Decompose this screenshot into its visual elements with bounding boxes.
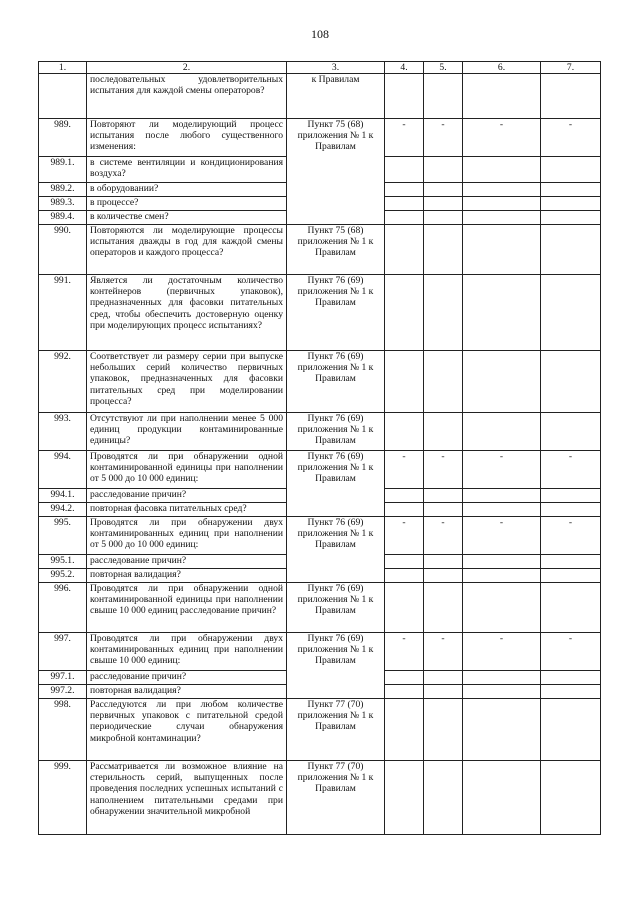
- page-number: 108: [311, 27, 329, 41]
- answer-cell: [541, 583, 601, 633]
- table-row: [39, 761, 601, 835]
- row-question: расследование причин?: [87, 555, 287, 569]
- answer-cell: [463, 671, 541, 685]
- answer-cell: [424, 583, 463, 633]
- checklist-table: [38, 61, 601, 835]
- row-question: Рассматривается ли возможное влияние на стерильность серий, выпущенных после проведения последних успешных испытаний с наполнением питательными средами при обнаружении значительной микробной: [87, 761, 287, 835]
- table-row: [39, 451, 601, 489]
- answer-cell: [463, 225, 541, 275]
- dash-mark: -: [385, 119, 424, 157]
- dash-mark: -: [424, 119, 463, 157]
- answer-cell: [385, 569, 424, 583]
- row-question: Проводятся ли при обнаружении двух контаминированных единиц при наполнении от 5 000 до 10 000 единиц:: [87, 517, 287, 555]
- answer-cell: [385, 685, 424, 699]
- row-number: 997.1.: [39, 671, 87, 685]
- row-question: Соответствует ли размеру серии при выпуске небольших серий количество первичных упаковок, предназначенных для фасовки питательных сред при моделировании процесса?: [87, 351, 287, 413]
- row-question: Проводятся ли при обнаружении одной контаминированной единицы при наполнении от 5 000 до 10 000 единиц:: [87, 451, 287, 489]
- answer-cell: [463, 489, 541, 503]
- answer-cell: [541, 211, 601, 225]
- dash-mark: -: [463, 451, 541, 489]
- answer-cell: [541, 761, 601, 835]
- answer-cell: [463, 211, 541, 225]
- answer-cell: [385, 583, 424, 633]
- header-row: [39, 62, 601, 74]
- table-row: [39, 275, 601, 351]
- answer-cell: [385, 671, 424, 685]
- answer-cell: [541, 351, 601, 413]
- row-reference: Пункт 75 (68) приложения № 1 к Правилам: [287, 225, 385, 275]
- answer-cell: [424, 671, 463, 685]
- table-row: [39, 351, 601, 413]
- answer-cell: [385, 699, 424, 761]
- answer-cell: [424, 275, 463, 351]
- table-row: [39, 517, 601, 555]
- answer-cell: [385, 211, 424, 225]
- answer-cell: [541, 699, 601, 761]
- answer-cell: [424, 183, 463, 197]
- dash-mark: -: [385, 633, 424, 671]
- dash-mark: -: [541, 633, 601, 671]
- answer-cell: [385, 555, 424, 569]
- answer-cell: [541, 671, 601, 685]
- column-header: 6.: [463, 62, 541, 74]
- row-reference: Пункт 75 (68) приложения № 1 к Правилам: [287, 119, 385, 225]
- answer-cell: [463, 413, 541, 451]
- answer-cell: [424, 74, 463, 119]
- row-number: 996.: [39, 583, 87, 633]
- answer-cell: [541, 503, 601, 517]
- answer-cell: [385, 197, 424, 211]
- answer-cell: [385, 183, 424, 197]
- table-row: [39, 699, 601, 761]
- row-reference: Пункт 76 (69) приложения № 1 к Правилам: [287, 633, 385, 699]
- answer-cell: [424, 489, 463, 503]
- answer-cell: [424, 351, 463, 413]
- answer-cell: [385, 503, 424, 517]
- row-number: 995.: [39, 517, 87, 555]
- row-question: расследование причин?: [87, 489, 287, 503]
- column-header: 1.: [39, 62, 87, 74]
- dash-mark: -: [385, 517, 424, 555]
- row-number: 992.: [39, 351, 87, 413]
- row-question: повторная валидация?: [87, 569, 287, 583]
- answer-cell: [385, 74, 424, 119]
- answer-cell: [385, 413, 424, 451]
- row-question: Повторяются ли моделирующие процессы испытания дважды в год для каждой смены операторов и каждого процесса?: [87, 225, 287, 275]
- row-number: 991.: [39, 275, 87, 351]
- row-question: Проводятся ли при обнаружении одной контаминированной единицы при наполнении свыше 10 000 единиц расследование причин?: [87, 583, 287, 633]
- answer-cell: [541, 197, 601, 211]
- answer-cell: [424, 157, 463, 183]
- row-reference: Пункт 77 (70) приложения № 1 к Правилам: [287, 699, 385, 761]
- table-row: [39, 119, 601, 157]
- answer-cell: [541, 225, 601, 275]
- row-number: 999.: [39, 761, 87, 835]
- table-row: [39, 633, 601, 671]
- answer-cell: [424, 211, 463, 225]
- row-question: в количестве смен?: [87, 211, 287, 225]
- answer-cell: [385, 225, 424, 275]
- row-reference: Пункт 76 (69) приложения № 1 к Правилам: [287, 583, 385, 633]
- column-header: 7.: [541, 62, 601, 74]
- answer-cell: [385, 275, 424, 351]
- row-reference: Пункт 76 (69) приложения № 1 к Правилам: [287, 413, 385, 451]
- row-number: 994.1.: [39, 489, 87, 503]
- answer-cell: [463, 197, 541, 211]
- row-number: 995.1.: [39, 555, 87, 569]
- dash-mark: -: [424, 633, 463, 671]
- answer-cell: [424, 569, 463, 583]
- answer-cell: [424, 197, 463, 211]
- row-reference: Пункт 77 (70) приложения № 1 к Правилам: [287, 761, 385, 835]
- dash-mark: -: [541, 451, 601, 489]
- row-question: в оборудовании?: [87, 183, 287, 197]
- answer-cell: [541, 413, 601, 451]
- answer-cell: [424, 225, 463, 275]
- answer-cell: [424, 761, 463, 835]
- answer-cell: [463, 685, 541, 699]
- row-question: Расследуются ли при любом количестве первичных упаковок с питательной средой периодические случаи обнаружения микробной контаминации?: [87, 699, 287, 761]
- dash-mark: -: [463, 633, 541, 671]
- row-reference: Пункт 76 (69) приложения № 1 к Правилам: [287, 351, 385, 413]
- row-number: 989.: [39, 119, 87, 157]
- row-number: 994.: [39, 451, 87, 489]
- row-reference: к Правилам: [287, 74, 385, 119]
- answer-cell: [385, 489, 424, 503]
- column-header: 5.: [424, 62, 463, 74]
- row-question: повторная валидация?: [87, 685, 287, 699]
- row-question: в процессе?: [87, 197, 287, 211]
- answer-cell: [463, 74, 541, 119]
- answer-cell: [541, 74, 601, 119]
- answer-cell: [424, 699, 463, 761]
- answer-cell: [424, 503, 463, 517]
- row-question: повторная фасовка питательных сред?: [87, 503, 287, 517]
- dash-mark: -: [541, 517, 601, 555]
- answer-cell: [541, 183, 601, 197]
- answer-cell: [541, 275, 601, 351]
- row-number: 989.3.: [39, 197, 87, 211]
- row-number: 989.1.: [39, 157, 87, 183]
- row-reference: Пункт 76 (69) приложения № 1 к Правилам: [287, 517, 385, 583]
- answer-cell: [463, 699, 541, 761]
- row-question: Проводятся ли при обнаружении двух контаминированных единиц при наполнении свыше 10 000 единиц:: [87, 633, 287, 671]
- column-header: 2.: [87, 62, 287, 74]
- row-number: 990.: [39, 225, 87, 275]
- answer-cell: [424, 413, 463, 451]
- row-number: 998.: [39, 699, 87, 761]
- answer-cell: [541, 157, 601, 183]
- row-number: 989.2.: [39, 183, 87, 197]
- answer-cell: [424, 555, 463, 569]
- answer-cell: [463, 569, 541, 583]
- row-question: последовательных удовлетворительных испытания для каждой смены операторов?: [87, 74, 287, 119]
- answer-cell: [541, 569, 601, 583]
- dash-mark: -: [424, 451, 463, 489]
- answer-cell: [541, 489, 601, 503]
- row-number: 995.2.: [39, 569, 87, 583]
- answer-cell: [463, 583, 541, 633]
- table-row: [39, 583, 601, 633]
- answer-cell: [463, 275, 541, 351]
- row-question: Отсутствуют ли при наполнении менее 5 000 единиц продукции контаминированные единицы?: [87, 413, 287, 451]
- row-question: расследование причин?: [87, 671, 287, 685]
- row-number: [39, 74, 87, 119]
- answer-cell: [541, 555, 601, 569]
- row-number: 997.2.: [39, 685, 87, 699]
- answer-cell: [463, 351, 541, 413]
- dash-mark: -: [385, 451, 424, 489]
- answer-cell: [463, 157, 541, 183]
- row-number: 997.: [39, 633, 87, 671]
- dash-mark: -: [541, 119, 601, 157]
- answer-cell: [541, 685, 601, 699]
- column-header: 4.: [385, 62, 424, 74]
- table-row: [39, 413, 601, 451]
- column-header: 3.: [287, 62, 385, 74]
- answer-cell: [463, 761, 541, 835]
- row-question: Повторяют ли моделирующий процесс испытания после любого существенного изменения:: [87, 119, 287, 157]
- table-row: [39, 225, 601, 275]
- row-question: Является ли достаточным количество контейнеров (первичных упаковок), предназначенных для фасовки питательных сред, чтобы обеспечить достоверную оценку при моделирующих процесс испытаниях?: [87, 275, 287, 351]
- row-number: 994.2.: [39, 503, 87, 517]
- dash-mark: -: [424, 517, 463, 555]
- answer-cell: [385, 351, 424, 413]
- answer-cell: [463, 183, 541, 197]
- answer-cell: [463, 555, 541, 569]
- answer-cell: [385, 157, 424, 183]
- answer-cell: [424, 685, 463, 699]
- row-reference: Пункт 76 (69) приложения № 1 к Правилам: [287, 275, 385, 351]
- answer-cell: [385, 761, 424, 835]
- row-number: 993.: [39, 413, 87, 451]
- table-row: [39, 74, 601, 119]
- row-reference: Пункт 76 (69) приложения № 1 к Правилам: [287, 451, 385, 517]
- row-number: 989.4.: [39, 211, 87, 225]
- row-question: в системе вентиляции и кондиционирования воздуха?: [87, 157, 287, 183]
- dash-mark: -: [463, 119, 541, 157]
- answer-cell: [463, 503, 541, 517]
- dash-mark: -: [463, 517, 541, 555]
